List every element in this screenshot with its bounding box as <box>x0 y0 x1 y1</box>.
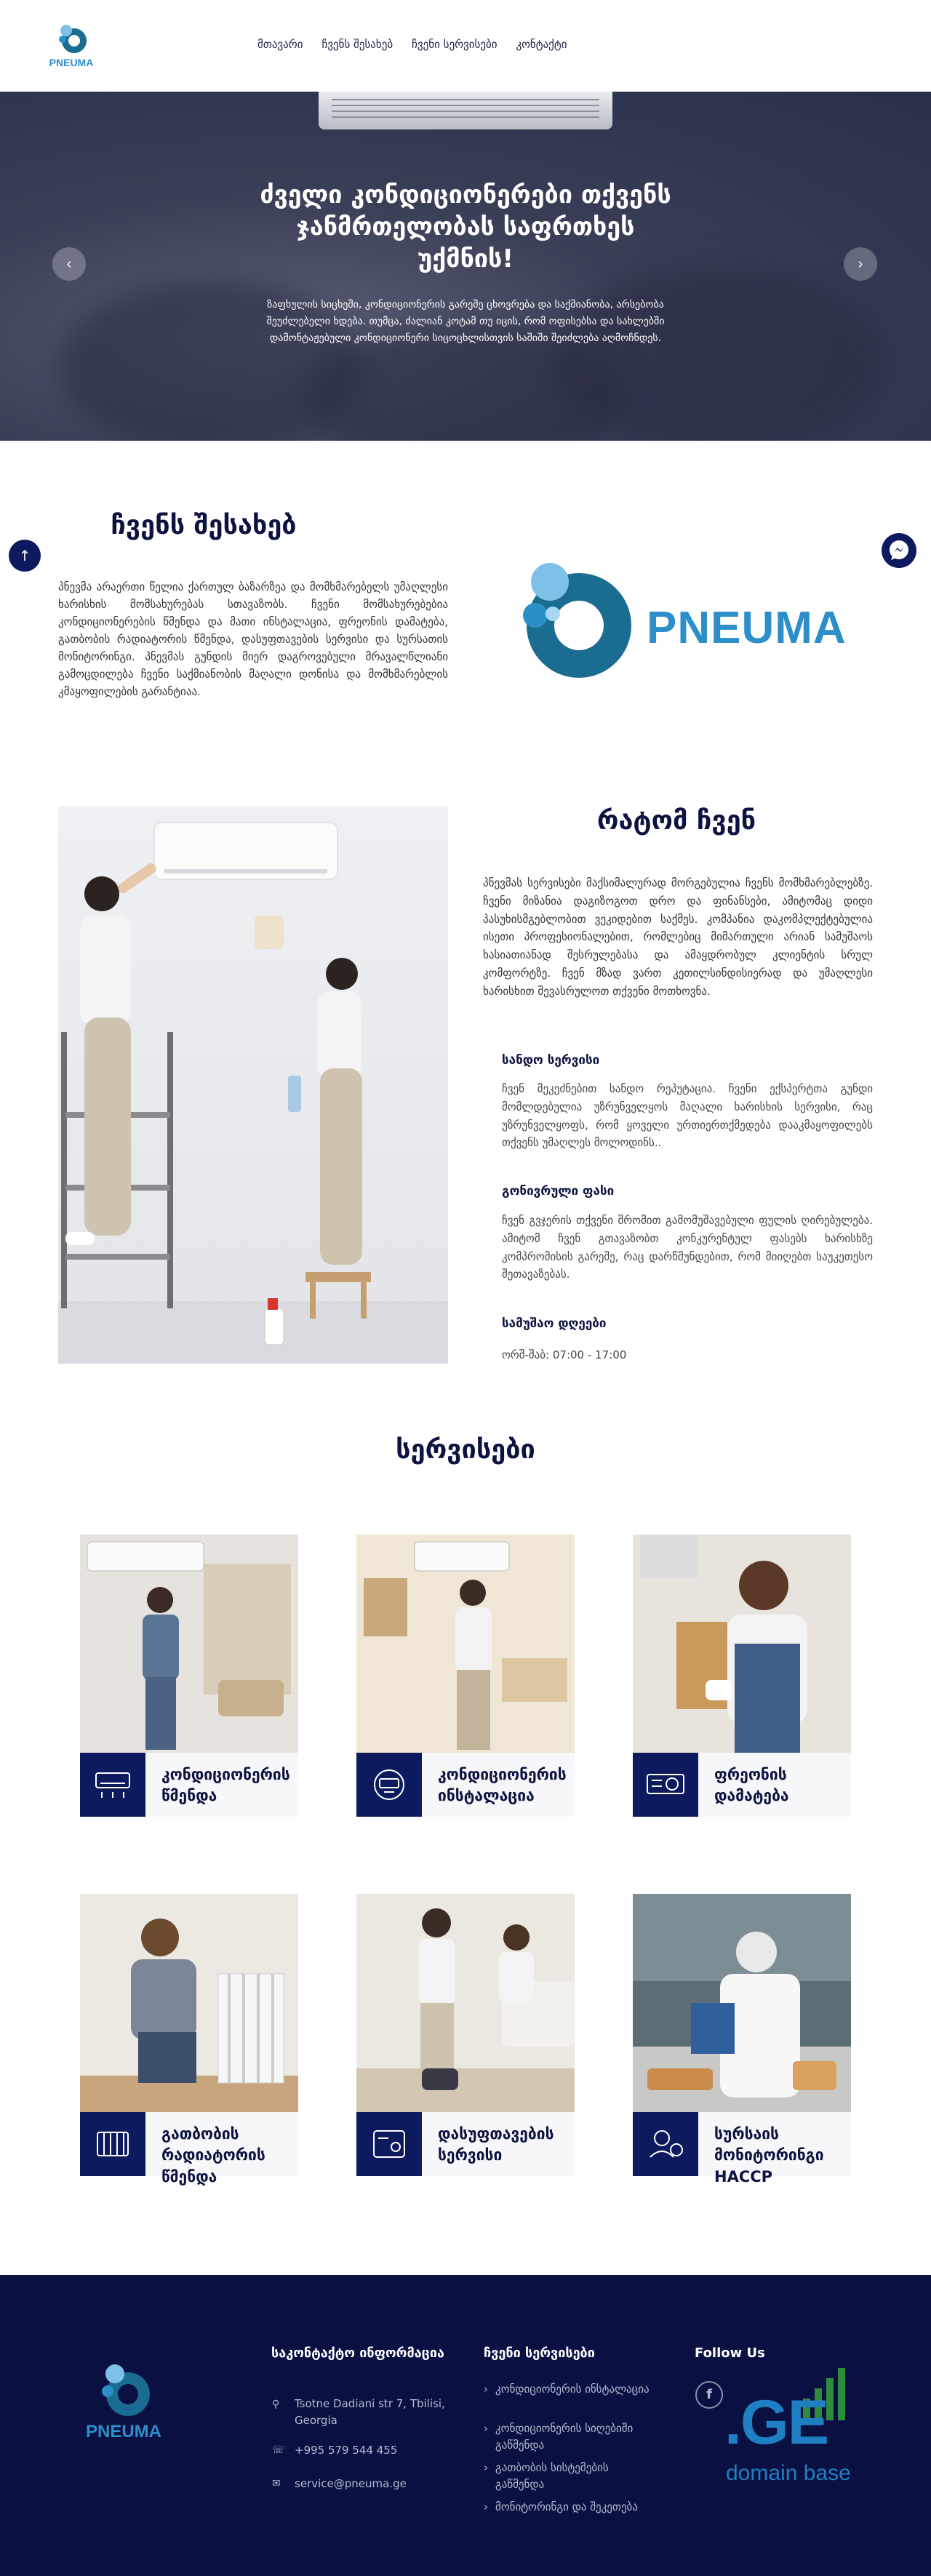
service-label: კონდიციონერის წმენდა <box>145 1753 298 1817</box>
feature-text-reliable: ჩვენ მეკეძნებით სანდო რეპუტაცია. ჩვენი ექსპერტთა გუნდი მომლდებულია უზრუნველყოს მაღალი ხარისხის სერვისი, რაც უზრუნველყოფს, რომ ყოველი ურთიერთქმედება დააკმაყოფილებს თქვენს უმაღლეს მოლოდინს.. <box>502 1082 873 1150</box>
footer-logo[interactable] <box>73 2356 175 2444</box>
service-card[interactable] <box>633 1535 851 1817</box>
service-image <box>80 1894 298 2112</box>
chevron-right-icon: › <box>858 256 863 272</box>
feature-text-hours: ორშ-შაბ: 07:00 - 17:00 <box>502 1348 627 1361</box>
nav-contact[interactable]: კონტაქტი <box>516 38 567 51</box>
service-image <box>633 1894 851 2112</box>
phone-icon: ☏ <box>272 2444 285 2456</box>
ac-unit-image <box>319 92 612 129</box>
feature-title-reliable: სანდო სერვისი <box>502 1053 600 1068</box>
service-card[interactable] <box>80 1894 298 2185</box>
service-card[interactable] <box>633 1894 851 2185</box>
nav-home[interactable]: მთავარი <box>257 38 303 51</box>
cleaning-icon <box>356 2112 422 2176</box>
service-image <box>356 1894 575 2112</box>
ac-install-icon <box>356 1753 422 1817</box>
footer-service-link[interactable]: › მონიტორინგი და შეკეთება <box>484 2499 658 2516</box>
service-card[interactable] <box>356 1894 575 2176</box>
food-monitoring-icon <box>633 2112 698 2176</box>
footer-logo-text: PNEUMA <box>85 2422 161 2441</box>
about-text: პნევმა არაერთი წელია ქართულ ბაზარზეა და მომხმარებელს უმაღლესი ხარისხის მომსახურებას სთავაზობს. ჩვენი მომსახურებებია კონდიციონერების წმენდა და მათი ინსტალაცია, ფრეონის დამატება, გათბობის რადიატორის წმენდა, დასუფთავების სერვისი და სურსათის მონიტორინგი. პნევმას გუნდის მიერ დაგროვებული მრავალწლიანი გამოცდილება ჩვენი საქმიანობის მაღალი დონისა და მომხმარებლის კმაყოფილების გარანტიაა. <box>58 580 448 698</box>
footer-phone[interactable]: +995 579 544 455 <box>295 2444 398 2457</box>
footer-service-link[interactable]: › კონდიციონერის ინსტალაცია <box>484 2381 658 2398</box>
services-title: სერვისები <box>396 1435 535 1465</box>
why-us-image <box>58 807 448 1364</box>
location-icon: ⚲ <box>272 2399 280 2410</box>
header-logo-text: PNEUMA <box>49 57 94 68</box>
chevron-left-icon: ‹ <box>66 256 72 272</box>
messenger-button[interactable] <box>882 533 916 568</box>
why-us-text: პნევმას სერვისები მაქსიმალურად მორგებულია ჩვენს მომხმარებლებზე. ჩვენი მიზანია დაგიზოგოთ დრო და ფინანსები, ამიტომაც დიდი პასუხისმგებლობით ვეკიდებით საქმეს. კომპანია დაკომპლექტებულია ისეთი პროფესიონალებით, რომლებიც მიმართული არიან სამუშაოს ხასიათიანად შესრულებასა და ამაყდრობულ კლიენტის სრულ კომფორტზე. ჩვენ მზად ვართ კეთილსინდისიერად და უმაღლესი ხარისხით შევასრულოთ თქვენი მოთხოვნა. <box>483 876 873 998</box>
header <box>0 0 931 92</box>
ge-logo-text: .GE <box>724 2388 828 2457</box>
ge-logo-subtext: domain base <box>726 2461 851 2485</box>
hero-title: ძველი კონდიციონერები თქვენს ჯანმრთელობას საფრთხეს უქმნის! <box>260 180 671 274</box>
scroll-top-button[interactable] <box>9 540 41 572</box>
feature-title-price: გონივრული ფასი <box>502 1184 615 1199</box>
why-us-title: რატომ ჩვენ <box>596 806 756 836</box>
service-label: სურსაის მონიტორინგი HACCP <box>698 2112 851 2176</box>
feature-title-hours: სამუშაო დღეები <box>502 1316 607 1331</box>
service-label: გათბობის რადიატორის წმენდა <box>145 2112 298 2176</box>
cleaning-workers-illustration <box>58 807 448 1364</box>
service-image <box>633 1535 851 1753</box>
main-nav <box>257 38 567 51</box>
freon-icon <box>633 1753 698 1817</box>
messenger-icon <box>882 533 916 568</box>
slider-next-button[interactable] <box>844 247 877 281</box>
feature-text-price: ჩვენ გვჯერის თქვენი შრომით გამომუშავებული ფულის ღირებულება. ამიტომ ჩვენ გთავაზობთ კონკურენტულ ფასებს ხარისხზე კომპრომისის გარეშე, რაც დარწმუნდებით, რომ მიიღებთ საუკეთესო შეთავაზებას. <box>502 1214 873 1281</box>
ac-cleaning-icon <box>80 1753 145 1817</box>
facebook-icon: f <box>706 2387 712 2402</box>
footer <box>0 2275 931 2576</box>
footer-services-title: ჩვენი სერვისები <box>484 2345 595 2361</box>
hero-slider <box>0 92 931 441</box>
hero-subtitle: ზაფხულის სიცხეში, კონდიციონერის გარეშე ცხოვრება და საქმიანობა, არსებობა შეუძლებელი ხდება. თუმცა, ძალიან კოტამ თუ იცის, რომ ოფისებსა და სახლებში დამონტაჟებული კონდიციონერი სიცოცხლისთვის საშიში შეიძლება აღმოჩნდეს. <box>266 299 665 345</box>
email-icon: ✉ <box>272 2478 281 2489</box>
pneuma-logo-icon <box>45 22 97 58</box>
service-card[interactable] <box>80 1535 298 1817</box>
footer-follow-title: Follow Us <box>695 2345 765 2361</box>
nav-about[interactable]: ჩვენს შესახებ <box>321 38 393 51</box>
about-logo-text: PNEUMA <box>647 603 847 653</box>
footer-email[interactable]: service@pneuma.ge <box>295 2477 407 2490</box>
nav-services[interactable]: ჩვენი სერვისები <box>412 38 498 51</box>
radiator-icon <box>80 2112 145 2176</box>
pneuma-logo-icon <box>73 2356 175 2422</box>
service-image <box>80 1535 298 1753</box>
footer-service-link[interactable]: › კონდიციონერის სიღებიში გაწმენდა <box>484 2420 658 2453</box>
slider-prev-button[interactable] <box>52 247 86 281</box>
service-card[interactable] <box>356 1535 575 1817</box>
ge-domain-logo[interactable] <box>723 2362 868 2493</box>
facebook-button[interactable] <box>695 2381 723 2409</box>
service-label: დასუფთავების სერვისი <box>422 2112 575 2176</box>
arrow-up-icon: ↑ <box>18 547 31 564</box>
about-logo <box>519 560 847 684</box>
footer-service-link[interactable]: › გათბობის სისტემების გაწმენდა <box>484 2460 658 2492</box>
service-label: ფრეონის დამატება <box>698 1753 851 1817</box>
footer-address: Tsotne Dadiani str 7, Tbilisi, Georgia <box>295 2397 445 2427</box>
about-title: ჩვენს შესახებ <box>111 511 297 540</box>
footer-contact-title: საკონტაქტო ინფორმაცია <box>271 2345 444 2361</box>
service-label: კონდიციონერის ინსტალაცია <box>422 1753 575 1817</box>
service-image <box>356 1535 575 1753</box>
header-logo[interactable] <box>45 22 97 70</box>
